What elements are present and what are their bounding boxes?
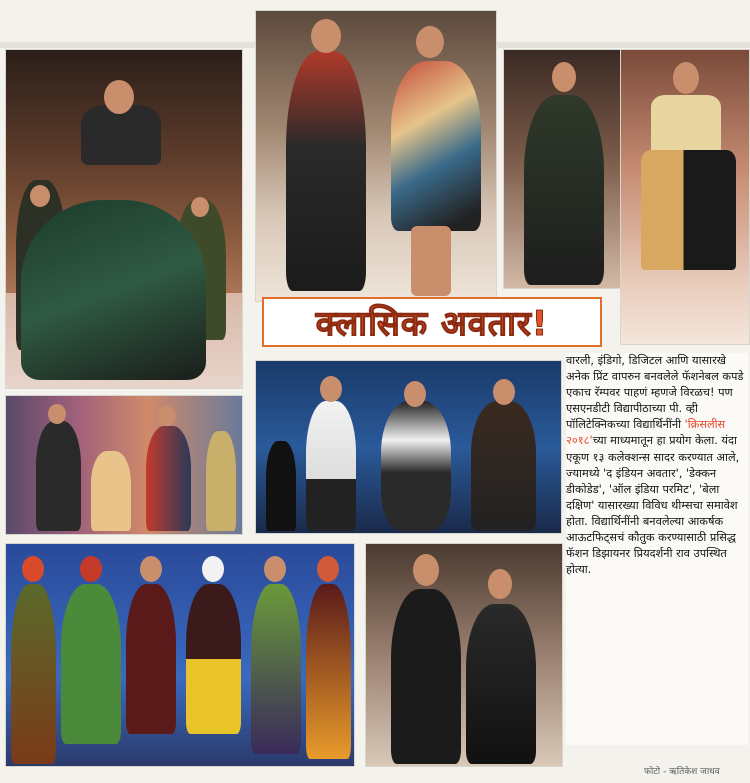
photo-black-pair	[365, 543, 563, 767]
photo-monochrome-collection	[255, 360, 562, 534]
headline-box	[262, 297, 602, 347]
photo-gown-model	[5, 49, 243, 389]
photo-layered-skirt	[620, 49, 750, 345]
article-body	[566, 353, 748, 745]
headline-title: क्लासिक अवतार!	[315, 304, 549, 344]
photo-printed-pair	[255, 10, 497, 302]
article-paragraph	[566, 353, 748, 578]
article-text-before: वारली, इंडिगो, डिजिटल आणि यासारखे अनेक प्रिंट वापरुन बनवलेले फॅशनेबल कपडे एकाच रॅम्पवर पाहणं म्हणजे विरळच! पण एसएनडीटी विद्यापीठाच्या पी. व्ही पॉलिटेक्निकच्या विद्यार्थिनींनी	[566, 354, 744, 432]
photo-credit: फोटो - ऋतिकेश जाधव	[644, 767, 720, 777]
photo-group-colorful	[5, 395, 243, 535]
article-highlight: 'क्रिसलीस २०१८'	[566, 418, 726, 448]
photo-jacket-dhoti	[503, 49, 621, 289]
photo-masked-models	[5, 543, 355, 767]
article-text-after: च्या माध्यमातून हा प्रयोग केला. यंदा एकूण १३ कलेक्शन्स सादर करण्यात आले, ज्यामध्ये 'द इंडियन अवतार', 'डेक्कन डीकोडेड', 'ऑल इंडिया परमिट', 'बेला दक्षिण' यासारख्या विविध थीम्सचा समावेश होता. विद्यार्थिनींनी बनवलेल्या आकर्षक आऊटफिट्सचं कौतुक करण्यासाठी प्रसिद्ध फॅशन डिझायनर प्रियदर्शनी राव उपस्थित होत्या.	[566, 434, 740, 577]
